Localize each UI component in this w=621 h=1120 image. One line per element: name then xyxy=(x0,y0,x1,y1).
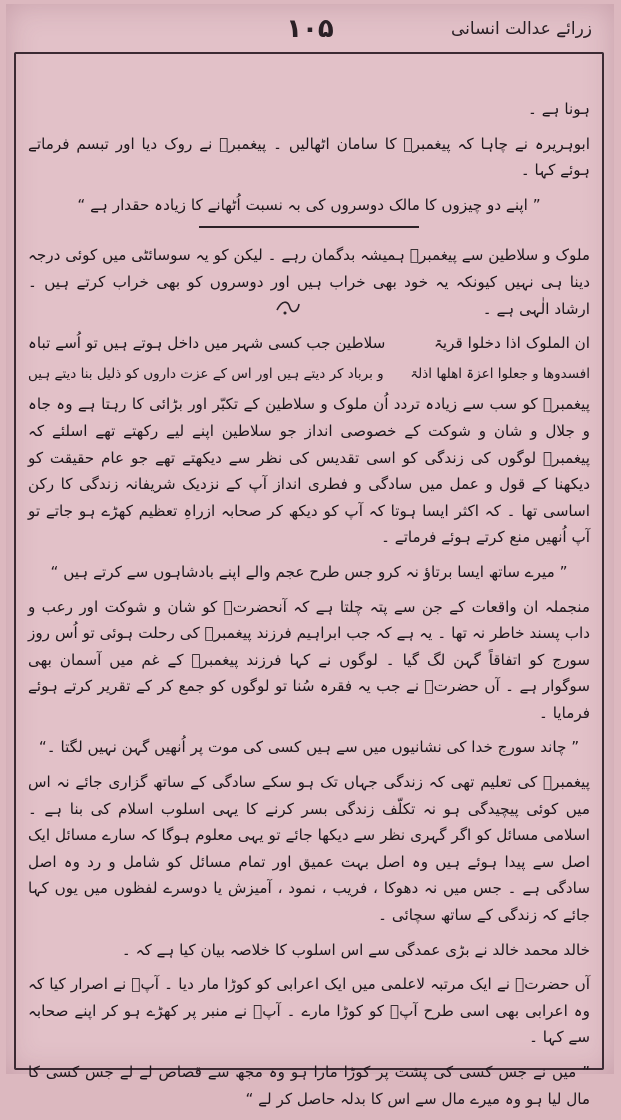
paragraph: ابوہریرہ نے چاہا کہ پیغمبرؐ کا سامان اٹھالیں ۔ پیغمبرؐ نے روک دیا اور تبسم فرماتے ہوئے کہا ۔ xyxy=(28,134,590,180)
paragraph: ہونا ہے ۔ xyxy=(528,100,590,118)
paragraph: منجملہ ان واقعات کے جن سے پتہ چلتا ہے کہ آنحضرتؐ کو شان و شوکت اور رعب و داب پسند خاطر نہ تھا ۔ یہ ہے کہ جب ابراہیم فرزند پیغمبرؐ کی رحلت ہوئی تو اُس روز سورج کو اتفاقاً گہن لگ گیا ۔ لوگوں نے کہا فرزند پیغمبرؐ کے غم میں آسمان بھی سوگوار ہے ۔ آں حضرتؐ نے جب یہ فقرہ سُنا تو لوگوں کو جمع کر کے تقریر کرتے ہوئے فرمایا ۔ xyxy=(28,597,590,722)
paragraph: خالد محمد خالد نے بڑی عمدگی سے اس اسلوب کا خلاصہ بیان کیا ہے کہ ۔ xyxy=(121,940,590,959)
quotation: ” اپنے دو چیزوں کا مالک دوسروں کی بہ نسبت اُٹھانے کا زیادہ حقدار ہے “ xyxy=(77,195,541,214)
paragraph: پیغمبرؐ کی تعلیم تھی کہ زندگی جہاں تک ہو سکے سادگی کے ساتھ گزاری جائے نہ اس میں کوئی پیچیدگی ہو نہ تکلّف زندگی بسر کرنے کا یہی اسلوب اسلام کی بنا ہے ۔ اسلامی مسائل کو اگر گہری نظر سے دیکھا جائے تو یہی معلوم ہوگا کہ سارے مسائل ایک اصل سے پیدا ہوئے ہیں وہ اصل بہت عمیق اور تمام مسائل کو شامل و رد وہ اصل سادگی ہے ۔ جس میں نہ دھوکا ، فریب ، نمود ، آمیزش یا دوسرے لفظوں میں یوں کہا جائے کہ زندگی کے ساتھ سچائی ۔ xyxy=(28,773,590,925)
verse-line xyxy=(28,330,590,357)
page-number: ۱۰۵ xyxy=(286,14,334,44)
quotation: ” چاند سورج خدا کی نشانیوں میں سے ہیں کسی کی موت پر اُنھیں گہن نہیں لگتا ۔“ xyxy=(38,738,580,757)
verse-arabic: افسدوھا و جعلوا اعزۃ اھلھا اذلۃ xyxy=(410,365,590,382)
verse-translation: و برباد کر دیتے ہیں اور اس کے عزت داروں کو ذلیل بنا دیتے ہیں xyxy=(28,365,384,382)
quotation: ” میں نے جس کسی کی پشت پر کوڑا مارا ہو وہ مجھ سے قصاص لے لے جس کسی کا مال لیا ہو وہ میرے مال سے اس کا بدلہ حاصل کر لے “ xyxy=(28,1063,590,1108)
verse-line xyxy=(28,361,590,388)
salla-honorific-icon xyxy=(274,296,302,318)
page-body xyxy=(28,96,590,1120)
running-head: زرائے عدالت انسانی xyxy=(450,19,592,39)
paragraph: آں حضرتؐ نے ایک مرتبہ لاعلمی میں ایک اعرابی کو کوڑا مار دیا ۔ آپؐ نے اصرار کیا کہ وہ اعرابی بھی اسی طرح آپؐ کو کوڑا مارے ۔ آپؐ نے منبر پر کھڑے ہو کر اپنے صحابہ سے کہا ۔ xyxy=(28,975,590,1047)
paragraph: ملوک و سلاطین سے پیغمبرؐ ہمیشہ بدگمان رہے ۔ لیکن کو یہ سوسائٹی میں کوئی درجہ دینا ہی نہیں کیونکہ یہ خود بھی خراب ہیں اور دوسروں کو بھی خراب کرتے ہیں ۔ ارشاد الٰہی ہے ۔ xyxy=(28,246,590,318)
section-divider xyxy=(199,226,419,228)
verse-arabic: ان الملوک اذا دخلوا قریۃ xyxy=(434,334,590,353)
quotation: ” میرے ساتھ ایسا برتاؤ نہ کرو جس طرح عجم والے اپنے بادشاہوں سے کرتے ہیں “ xyxy=(50,562,568,581)
verse-translation: سلاطین جب کسی شہر میں داخل ہوتے ہیں تو اُسے تباہ xyxy=(28,334,386,353)
paragraph: پیغمبرؐ کو سب سے زیادہ تردد اُن ملوک و سلاطین کے تکبّر اور بڑائی کا رہتا ہے وہ جاہ و جلال و شان و شوکت کے خصوصی انداز جو سلاطین اپنے لیے رکھتے تھے اسلئے کہ پیغمبرؐ لوگوں کی زندگی کو اسی تقدیس کی نظر سے دیکھتے تھے جو عام حقیقت کو دیکھنا کے قول و عمل میں سادگی و فطری انداز آپ کے نزدیک شریفانہ زندگی کا رکن اساسی تھا ۔ کہ اکثر ایسا ہوتا کہ آپ کو دیکھ کر صحابہ ازراہِ تعظیم کھڑے ہو جاتے تو آپ اُنھیں منع کرتے ہوئے فرماتے ۔ xyxy=(28,395,590,547)
book-page xyxy=(6,4,614,1108)
